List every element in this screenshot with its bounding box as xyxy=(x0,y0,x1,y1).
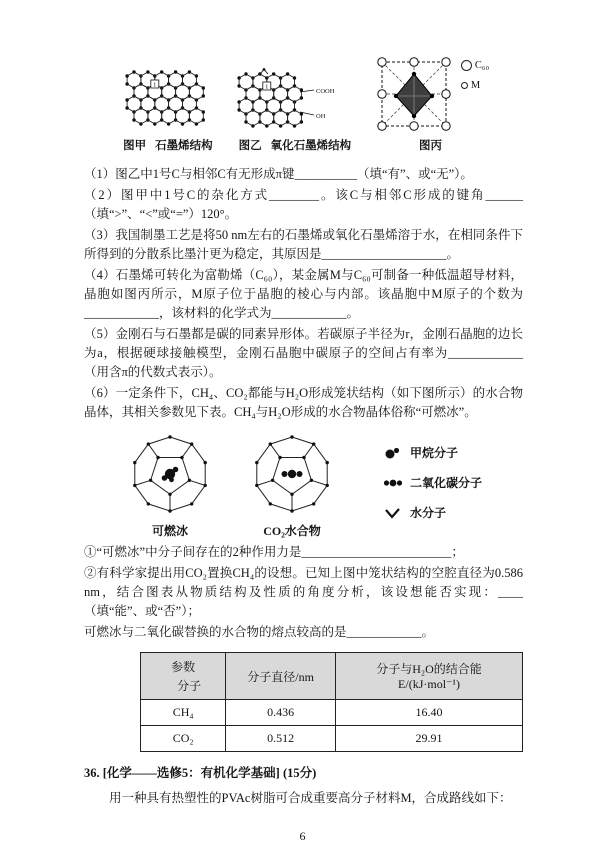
figure-oxide-caption xyxy=(239,137,352,153)
question-36-header: 36. [化学——选修5：有机化学基础] (15分) xyxy=(84,766,317,780)
header-param: 参数 xyxy=(171,660,196,674)
co2-molecule-icon xyxy=(382,476,404,490)
figure-caption-text: 石墨烯结构 xyxy=(155,140,213,152)
crystal-cell-legend xyxy=(461,60,489,91)
question-3: （3）我国制墨工艺是将50 nm左右的石墨烯或氧化石墨烯溶于水，在相同条件下所得到的分散系比墨汁更为稳定，其原因是____________________。 xyxy=(84,228,523,261)
table-header-energy: 分子与H₂O的结合能E/(kJ·mol⁻¹) xyxy=(336,653,523,700)
legend-label-c60: C₆₀ xyxy=(474,60,490,71)
svg-text:COOH: COOH xyxy=(315,88,335,95)
figure-label: 图乙 xyxy=(238,140,262,152)
cell-energy: 16.40 xyxy=(336,700,523,726)
cell-molecule: CO₂ xyxy=(141,726,226,752)
cell-diameter: 0.512 xyxy=(226,726,336,752)
cage-figures-row xyxy=(124,428,523,539)
legend-label-water: 水分子 xyxy=(410,506,447,520)
header-molecule: 分子 xyxy=(177,679,202,693)
question-6: （6）一定条件下，CH₄、CO₂都能与H₂O形成笼状结构（如下图所示）的水合物晶体，其相关参数见下表。CH₄与H₂O形成的水合物晶体俗称“可燃冰”。 xyxy=(84,386,523,419)
question-36-text: 用一种具有热塑性的PVAc树脂可合成重要高分子材料M，合成路线如下： xyxy=(109,791,512,805)
legend-item-c60 xyxy=(461,60,489,71)
table-row-ch4 xyxy=(141,700,523,726)
graphene-oxide-structure-figure xyxy=(234,68,356,134)
legend-item-m xyxy=(461,80,489,91)
cell-diameter: 0.436 xyxy=(226,700,336,726)
table-header-param-molecule xyxy=(141,653,226,700)
question-2: （2）图甲中1号C的杂化方式________。该C与相邻C形成的键角______（填“>”、“<”或“=”）120°。 xyxy=(84,188,523,221)
figure-crystal-cell xyxy=(372,54,489,153)
figure-caption-text: 氧化石墨烯结构 xyxy=(270,140,352,152)
crystal-cell-figure xyxy=(372,54,458,134)
question-5: （5）金刚石与石墨都是碳的同素异形体。若碳原子半径为r，金刚石晶胞的边长为a，根据硬球接触模型，金刚石晶胞中碳原子的空间占有率为____________（用含π的代数式表示）。 xyxy=(84,327,523,379)
legend-item-water xyxy=(382,504,482,521)
cage-legend xyxy=(382,444,482,521)
figure-graphene-oxide xyxy=(234,68,356,153)
question-4: （4）石墨烯可转化为富勒烯（C₆₀），某金属M与C₆₀可制备一种低温超导材料，晶胞如图丙所示，M原子位于晶胞的棱心与内部。该晶胞中M原子的个数为____________，该材料的化学式为____________。 xyxy=(84,268,523,320)
cell-energy: 29.91 xyxy=(336,726,523,752)
figure-graphene-caption xyxy=(123,137,213,153)
page-number: 6 xyxy=(299,829,306,843)
subquestion-3: 可燃冰与二氧化碳替换的水合物的熔点较高的是____________。 xyxy=(84,625,435,639)
table-header-diameter: 分子直径/nm xyxy=(226,653,336,700)
legend-label-m: M xyxy=(470,80,481,91)
figure-label: 图丙 xyxy=(418,140,442,152)
table-row-co2 xyxy=(141,726,523,752)
legend-label-methane: 甲烷分子 xyxy=(410,446,459,460)
svg-text:OH: OH xyxy=(315,113,326,120)
legend-label-co2: 二氧化碳分子 xyxy=(410,476,483,490)
methane-hydrate-caption: 可燃冰 xyxy=(151,524,188,538)
graphene-structure-figure xyxy=(118,68,218,134)
svg-text:1: 1 xyxy=(153,81,157,89)
co2-hydrate-caption: CO₂水合物 xyxy=(263,524,321,538)
methane-hydrate-cage-figure xyxy=(124,428,216,520)
parameters-table xyxy=(140,652,523,752)
legend-item-methane xyxy=(382,444,482,461)
methane-molecule-icon xyxy=(382,446,404,460)
question-1: （1）图乙中1号C与相邻C有无形成π键__________（填“有”、或“无”）。 xyxy=(84,167,473,181)
figure-methane-hydrate xyxy=(124,428,216,539)
legend-item-co2 xyxy=(382,474,482,491)
table-header-row xyxy=(141,653,523,700)
subquestion-2: ②有科学家提出用CO₂置换CH₄的设想。已知上图中笼状结构的空腔直径为0.586 nm，结合图表从物质结构及性质的角度分析，该设想能否实现：____（填“能”、或“否”）； xyxy=(84,566,523,618)
water-molecule-icon xyxy=(382,506,404,520)
c60-circle-icon xyxy=(461,60,472,71)
subquestion-1: ①“可燃冰”中分子间存在的2种作用力是________________________； xyxy=(84,545,464,559)
figure-co2-hydrate xyxy=(246,428,338,539)
figure-graphene xyxy=(118,68,218,153)
top-figures-row xyxy=(84,54,523,153)
svg-text:1: 1 xyxy=(265,83,269,91)
m-circle-icon xyxy=(461,82,468,89)
co2-hydrate-cage-figure xyxy=(246,428,338,520)
figure-cell-caption xyxy=(419,137,442,153)
cell-molecule: CH₄ xyxy=(141,700,226,726)
figure-label: 图甲 xyxy=(123,140,147,152)
